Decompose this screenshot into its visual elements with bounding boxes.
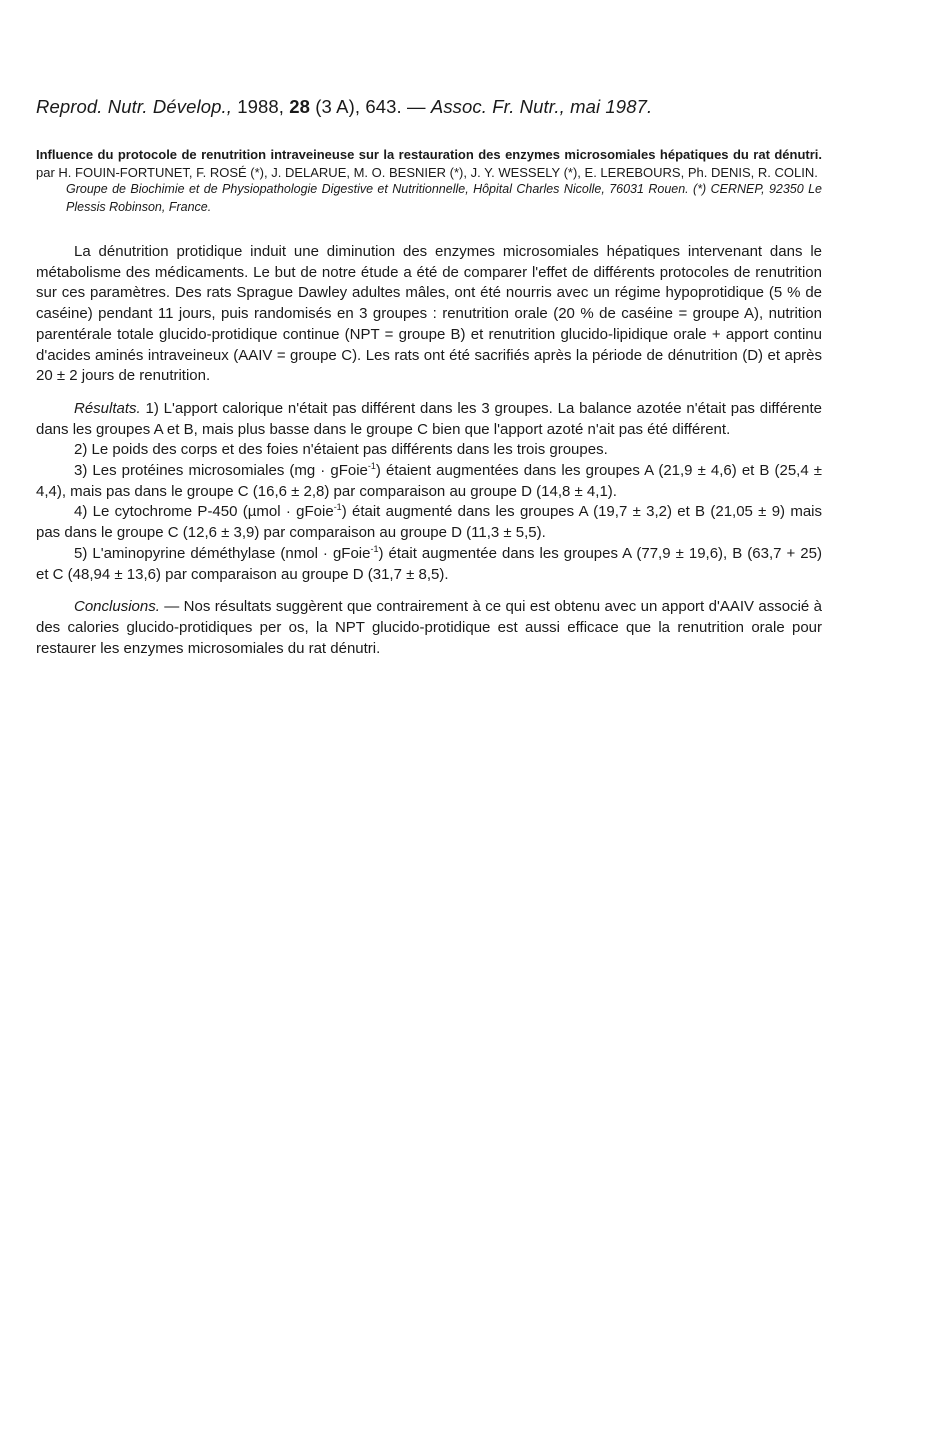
results-4-exponent: -1: [333, 502, 342, 513]
title-block: [36, 146, 822, 181]
results-3: [36, 461, 822, 502]
abstract-body: [36, 242, 822, 659]
results-label: Résultats.: [74, 399, 141, 417]
citation-dash: —: [407, 96, 426, 117]
conclusions-label: Conclusions.: [74, 598, 160, 616]
society-meeting: Assoc. Fr. Nutr., mai 1987.: [430, 96, 653, 117]
results-4-start: 4) Le cytochrome P-450 (µmol · gFoie: [74, 503, 334, 521]
journal-name: Reprod. Nutr. Dévelop.,: [36, 96, 232, 117]
journal-issue-pages: (3 A), 643.: [315, 96, 402, 117]
results-3-end: ) étaient augmentées dans les groupes A (21,9 ± 4,6) et B (25,4 ± 4,4), mais pas dans le groupe C (16,6 ± 2,8) par comparaison au groupe D (14,8 ± 4,1).: [36, 462, 822, 500]
conclusions-paragraph: [36, 597, 822, 659]
paper-title: Influence du protocole de renutrition intraveineuse sur la restauration des enzymes microsomiales hépatiques du rat dénutri.: [36, 147, 822, 162]
page: [36, 96, 822, 659]
results-1-text: 1) L'apport calorique n'était pas différent dans les 3 groupes. La balance azotée n'était pas différente dans les groupes A et B, mais plus basse dans le groupe C bien que l'apport azoté n'ait pas été différent.: [36, 399, 822, 438]
results-5: [36, 544, 822, 585]
results-3-exponent: -1: [367, 461, 376, 472]
journal-citation: [36, 96, 822, 118]
journal-volume: 28: [289, 96, 311, 117]
authors-prefix: par: [36, 164, 55, 180]
results-5-start: 5) L'aminopyrine déméthylase (nmol · gFoie: [74, 544, 371, 562]
results-3-start: 3) Les protéines microsomiales (mg · gFoie: [74, 462, 368, 480]
journal-year: 1988,: [237, 96, 285, 117]
results-4-end: ) était augmenté dans les groupes A (19,7 ± 3,2) et B (21,05 ± 9) mais pas dans le groupe C (12,6 ± 3,9) par comparaison au groupe D (11,3 ± 5,5).: [36, 503, 823, 542]
authors-list: H. FOUIN-FORTUNET, F. ROSÉ (*), J. DELARUE, M. O. BESNIER (*), J. Y. WESSELY (*), E. LEREBOURS, Ph. DENIS, R. COLIN.: [58, 164, 818, 180]
conclusions-text: — Nos résultats suggèrent que contrairement à ce qui est obtenu avec un apport d'AAIV associé à des calories glucido-protidiques per os, la NPT glucido-protidique est aussi efficace que la renutrition orale pour restaurer les enzymes microsomiales du rat dénutri.: [36, 598, 822, 657]
intro-paragraph: La dénutrition protidique induit une diminution des enzymes microsomiales hépatiques intervenant dans le métabolisme des médicaments. Le but de notre étude a été de comparer l'effet de différents protocoles de renutrition sur ces paramètres. Des rats Sprague Dawley adultes mâles, ont été nourris avec un régime hypoprotidique (5 % de caséine) pendant 11 jours, puis randomisés en 3 groupes : renutrition orale (20 % de caséine = groupe A), nutrition parentérale totale glucido-protidique continue (NPT = groupe B) et renutrition glucido-lipidique orale + apport continu d'acides aminés intraveineux (AAIV = groupe C). Les rats ont été sacrifiés après la période de dénutrition (D) et après 20 ± 2 jours de renutrition.: [36, 243, 822, 385]
affiliation: Groupe de Biochimie et de Physiopathologie Digestive et Nutritionnelle, Hôpital Charles Nicolle, 76031 Rouen. (*) CERNEP, 92350 Le Plessis Robinson, France.: [66, 182, 822, 214]
results-1: [36, 399, 822, 440]
results-4: [36, 502, 822, 543]
results-5-exponent: -1: [370, 543, 379, 554]
results-5-end: ) était augmentée dans les groupes A (77,9 ± 19,6), B (63,7 + 25) et C (48,94 ± 13,6) par comparaison au groupe D (31,7 ± 8,5).: [36, 544, 822, 583]
results-2: 2) Le poids des corps et des foies n'étaient pas différents dans les trois groupes.: [74, 441, 608, 459]
